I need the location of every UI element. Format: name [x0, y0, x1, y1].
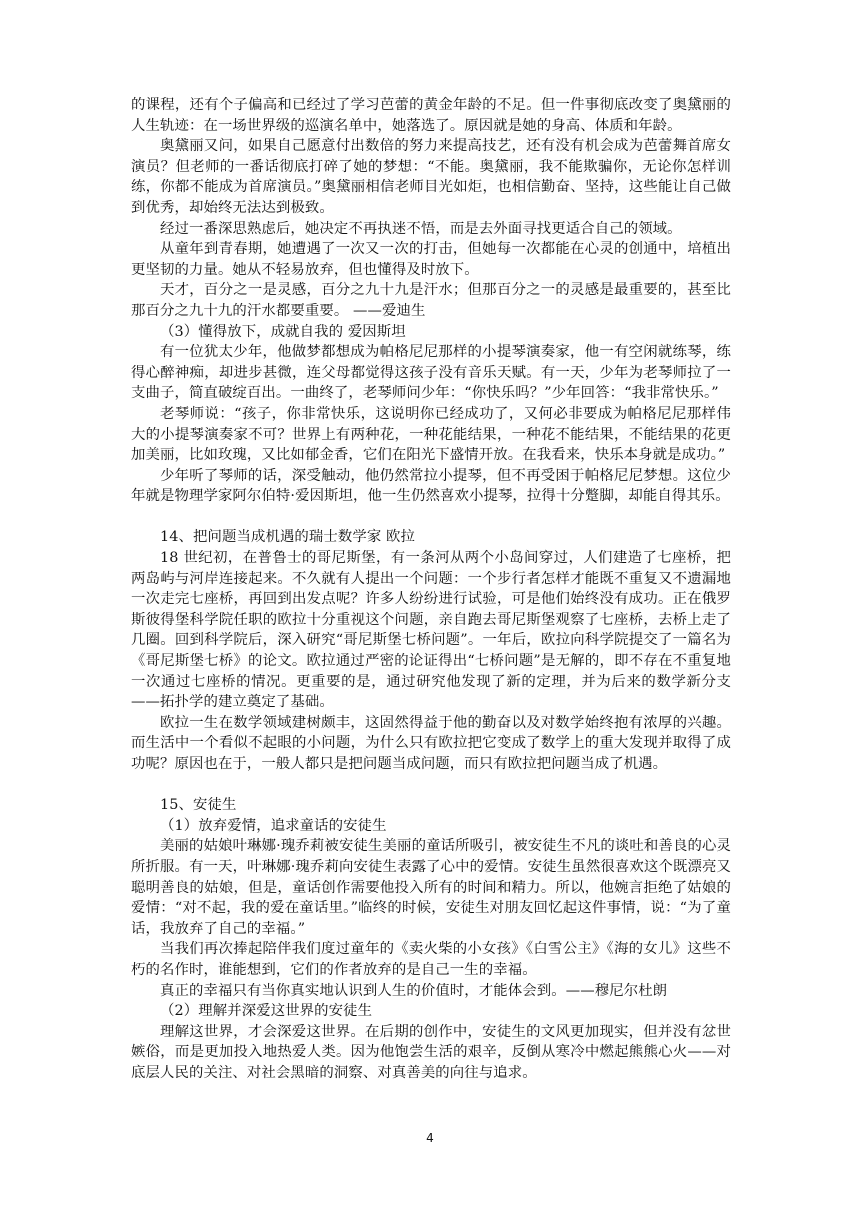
paragraph: 有一位犹太少年，他做梦都想成为帕格尼尼那样的小提琴演奏家，他一有空闲就练琴，练得心醉神痴，却进步甚微，连父母都觉得这孩子没有音乐天赋。有一天，少年为老琴师拉了一支曲子，简直破绽百出。一曲终了，老琴师问少年：“你快乐吗？”少年回答：“我非常快乐。” [131, 344, 731, 402]
page-number: 4 [426, 1131, 434, 1145]
paragraph: 美丽的姑娘叶琳娜·瑰乔莉被安徒生美丽的童话所吸引，被安徒生不凡的谈吐和善良的心灵所折服。有一天，叶琳娜·瑰乔莉向安徒生表露了心中的爱情。安徒生虽然很喜欢这个既漂亮又聪明善良的姑娘，但是，童话创作需要他投入所有的时间和精力。所以，他婉言拒绝了姑娘的爱情：“对不起，我的爱在童话里。”临终的时候，安徒生对朋友回忆起这件事情，说：“为了童话，我放弃了自己的幸福。” [131, 838, 731, 937]
paragraph: 从童年到青春期，她遭遇了一次又一次的打击，但她每一次都能在心灵的创通中，培植出更坚韧的力量。她从不轻易放弃，但也懂得及时放下。 [131, 241, 731, 278]
quote-paragraph: 真正的幸福只有当你真实地认识到人生的价值时，才能体会到。——穆尼尔杜朗 [160, 982, 668, 999]
paragraph: 欧拉一生在数学领域建树颇丰，这固然得益于他的勤奋以及对数学始终抱有浓厚的兴趣。而生活中一个看似不起眼的小问题，为什么只有欧拉把它变成了数学上的重大发现并取得了成功呢？原因也在于，一般人都只是把问题当成问题，而只有欧拉把问题当成了机遇。 [131, 714, 731, 772]
section-heading: 15、安徒生 [160, 797, 237, 814]
section-heading: 14、把问题当成机遇的瑞士数学家 欧拉 [160, 529, 416, 546]
paragraph: 理解这世界，才会深爱这世界。在后期的创作中，安徒生的文风更加现实，但并没有忿世嫉俗，而是更加投入地热爱人类。因为他饱尝生活的艰辛，反倒从寒冷中燃起熊熊心火——对底层人民的关注、对社会黑暗的洞察、对真善美的向往与追求。 [131, 1023, 731, 1081]
page-body [131, 95, 731, 1084]
paragraph: 少年听了琴师的话，深受触动，他仍然常拉小提琴，但不再受困于帕格尼尼梦想。这位少年就是物理学家阿尔伯特·爱因斯坦，他一生仍然喜欢小提琴，拉得十分蹩脚，却能自得其乐。 [131, 467, 731, 505]
paragraph: 老琴师说：“孩子，你非常快乐，这说明你已经成功了，又何必非要成为帕格尼尼那样伟大的小提琴演奏家不可？世界上有两种花，一种花能结果，一种花不能结果，不能结果的花更加美丽，比如玫瑰，又比如郁金香，它们在阳光下盛情开放。在我看来，快乐本身就是成功。” [131, 405, 731, 464]
subsection-heading: （1）放弃爱情，追求童话的安徒生 [160, 817, 387, 834]
subsection-heading: （2）理解并深爱这世界的安徒生 [160, 1003, 373, 1020]
paragraph: 的课程，还有个子偏高和已经过了学习芭蕾的黄金年龄的不足。但一件事彻底改变了奥黛丽的人生轨迹：在一场世界级的巡演名单中，她落选了。原因就是她的身高、体质和年龄。 [131, 97, 731, 134]
paragraph: 当我们再次捧起陪伴我们度过童年的《卖火柴的小女孩》《白雪公主》《海的女儿》这些不朽的名作时，谁能想到，它们的作者放弃的是自己一生的幸福。 [131, 941, 731, 978]
subsection-heading: （3）懂得放下，成就自我的 爱因斯坦 [160, 323, 406, 340]
paragraph: 18 世纪初，在普鲁士的哥尼斯堡，有一条河从两个小岛间穿过，人们建造了七座桥，把两岛屿与河岸连接起来。不久就有人提出一个问题：一个步行者怎样才能既不重复又不遗漏地一次走完七座桥，再回到出发点呢？许多人纷纷进行试验，可是他们始终没有成功。正在俄罗斯彼得堡科学院任职的欧拉十分重视这个问题，亲自跑去哥尼斯堡观察了七座桥，去桥上走了几圈。回到科学院后，深入研究“哥尼斯堡七桥问题”。一年后，欧拉向科学院提交了一篇名为《哥尼斯堡七桥》的论文。欧拉通过严密的论证得出“七桥问题”是无解的，即不存在不重复地一次通过七座桥的情况。更重要的是，通过研究他发现了新的定理，并为后来的数学新分支——拓扑学的建立奠定了基础。 [131, 550, 731, 711]
quote-paragraph: 天才，百分之一是灵感，百分之九十九是汗水；但那百分之一的灵感是最重要的，甚至比那百分之九十九的汗水都要重要。 ——爱迪生 [131, 282, 731, 319]
paragraph: 奥黛丽又问，如果自己愿意付出数倍的努力来提高技艺，还有没有机会成为芭蕾舞首席女演员？但老师的一番话彻底打碎了她的梦想：“不能。奥黛丽，我不能欺骗你，无论你怎样训练，你都不能成为首席演员。”奥黛丽相信老师目光如炬，也相信勤奋、坚持，这些能让自己做到优秀，却始终无法达到极致。 [131, 138, 731, 216]
paragraph: 经过一番深思熟虑后，她决定不再执迷不悟，而是去外面寻找更适合自己的领域。 [160, 220, 682, 237]
